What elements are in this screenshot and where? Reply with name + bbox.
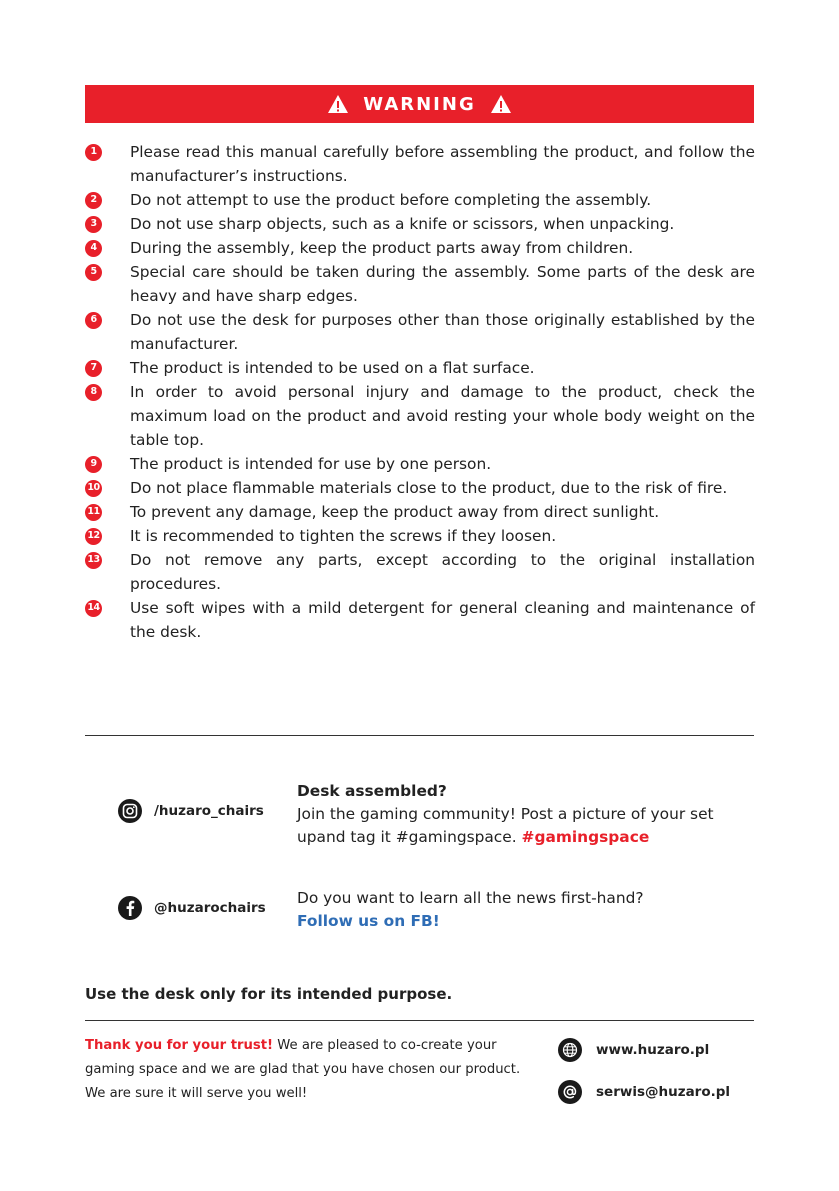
item-text: Use soft wipes with a mild detergent for general cleaning and maintenance of the desk. — [130, 599, 755, 641]
item-number-badge: 10 — [85, 480, 102, 497]
promo-heading: Desk assembled? — [297, 782, 447, 800]
purpose-note: Use the desk only for its intended purpose. — [85, 985, 453, 1003]
item-number-badge: 6 — [85, 312, 102, 329]
warning-banner — [85, 85, 754, 123]
item-number-badge: 8 — [85, 384, 102, 401]
list-item — [85, 212, 765, 236]
instruction-list — [85, 140, 765, 644]
instagram-handle[interactable] — [118, 799, 264, 823]
item-number-badge: 1 — [85, 144, 102, 161]
warning-icon — [327, 94, 349, 114]
website-text: www.huzaro.pl — [596, 1042, 710, 1058]
divider — [85, 1020, 754, 1021]
warning-title: WARNING — [363, 93, 476, 115]
facebook-handle[interactable] — [118, 896, 266, 920]
list-item — [85, 548, 765, 596]
list-item — [85, 260, 765, 308]
website-link[interactable] — [558, 1038, 709, 1062]
list-item — [85, 308, 765, 356]
promo-body: Join the gaming community! Post a picture of your set upand tag it #gamingspace. — [297, 805, 714, 846]
item-text: Please read this manual carefully before assembling the product, and follow the manufacturer’s instructions. — [130, 143, 755, 185]
list-item — [85, 524, 765, 548]
globe-icon — [558, 1038, 582, 1062]
list-item — [85, 380, 765, 452]
item-number-badge: 14 — [85, 600, 102, 617]
email-text: serwis@huzaro.pl — [596, 1084, 731, 1100]
list-item — [85, 188, 765, 212]
item-text: The product is intended to be used on a flat surface. — [130, 359, 535, 377]
instagram-handle-text: /huzaro_chairs — [154, 803, 264, 819]
email-link[interactable] — [558, 1080, 730, 1104]
item-text: In order to avoid personal injury and damage to the product, check the maximum load on the product and avoid resting your whole body weight on the table top. — [130, 383, 755, 449]
instagram-promo — [297, 780, 757, 849]
item-text: Do not remove any parts, except according to the original installation procedures. — [130, 551, 755, 593]
item-number-badge: 3 — [85, 216, 102, 233]
item-number-badge: 2 — [85, 192, 102, 209]
item-number-badge: 7 — [85, 360, 102, 377]
thanks-body: We are pleased to co-create your gaming space and we are glad that you have chosen our product. We are sure it will serve you well! — [85, 1038, 521, 1101]
list-item — [85, 596, 765, 644]
instagram-icon — [118, 799, 142, 823]
item-text: Do not place flammable materials close to the product, due to the risk of fire. — [130, 479, 728, 497]
item-text: To prevent any damage, keep the product away from direct sunlight. — [130, 503, 660, 521]
item-text: Do not use sharp objects, such as a knife or scissors, when unpacking. — [130, 215, 675, 233]
list-item — [85, 236, 765, 260]
thanks-lead: Thank you for your trust! — [85, 1038, 274, 1053]
item-text: Special care should be taken during the assembly. Some parts of the desk are heavy and have sharp edges. — [130, 263, 755, 305]
item-text: Do not use the desk for purposes other than those originally established by the manufacturer. — [130, 311, 755, 353]
item-number-badge: 4 — [85, 240, 102, 257]
list-item — [85, 140, 765, 188]
promo-body: Do you want to learn all the news first-hand? — [297, 889, 644, 907]
at-sign-icon — [558, 1080, 582, 1104]
thank-you-note — [85, 1034, 525, 1106]
item-text: Do not attempt to use the product before completing the assembly. — [130, 191, 652, 209]
item-number-badge: 9 — [85, 456, 102, 473]
item-number-badge: 13 — [85, 552, 102, 569]
hashtag-link[interactable]: #gamingspace — [521, 828, 650, 846]
list-item — [85, 476, 765, 500]
follow-fb-link[interactable]: Follow us on FB! — [297, 912, 440, 930]
divider — [85, 735, 754, 736]
item-number-badge: 11 — [85, 504, 102, 521]
facebook-icon — [118, 896, 142, 920]
list-item — [85, 452, 765, 476]
facebook-handle-text: @huzarochairs — [154, 900, 266, 916]
list-item — [85, 500, 765, 524]
item-text: It is recommended to tighten the screws if they loosen. — [130, 527, 557, 545]
item-text: During the assembly, keep the product parts away from children. — [130, 239, 634, 257]
list-item — [85, 356, 765, 380]
item-number-badge: 12 — [85, 528, 102, 545]
facebook-promo — [297, 887, 757, 933]
warning-icon — [490, 94, 512, 114]
item-number-badge: 5 — [85, 264, 102, 281]
item-text: The product is intended for use by one person. — [130, 455, 492, 473]
